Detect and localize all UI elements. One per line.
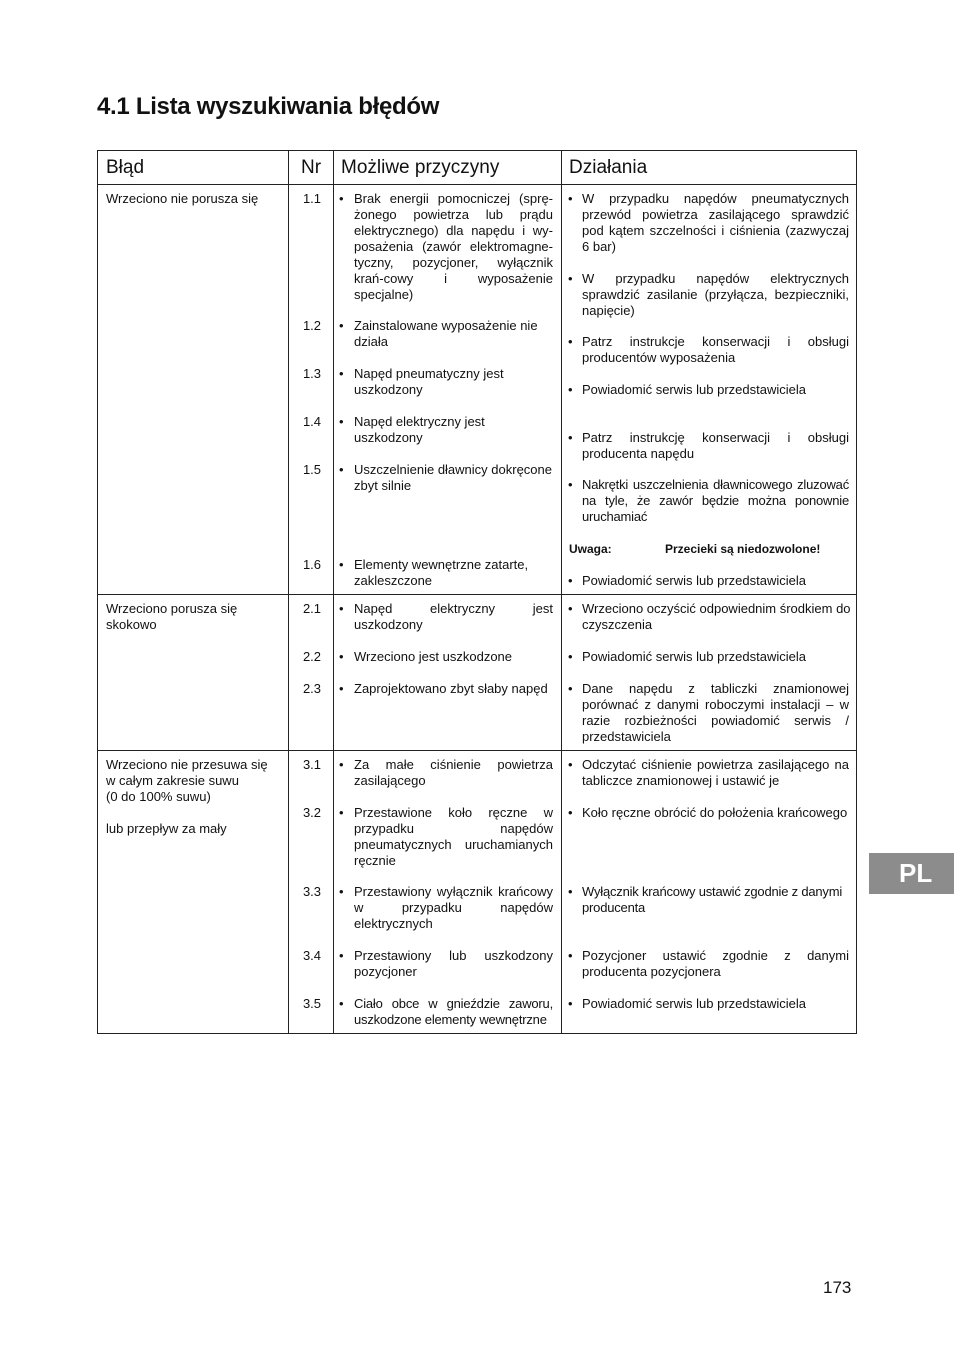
error-number: 3.5 [302,996,322,1011]
header-error: Błąd [106,157,145,178]
header-nr: Nr [301,157,322,178]
bullet-icon: • [568,601,573,616]
bullet-icon: • [568,681,573,696]
column-divider [288,151,289,1033]
troubleshooting-table [97,150,857,1034]
action-item: Odczytać ciśnienie powietrza zasilającego na tabliczce znamionowej i ustawić je [582,757,849,788]
error-number: 3.2 [302,805,322,820]
bullet-icon: • [568,430,573,445]
error-number: 2.3 [302,681,322,696]
bullet-icon: • [568,271,573,286]
bullet-icon: • [568,805,573,820]
cause-item: Przestawione koło ręczne w przypadku napędów pneumatycznych uruchamianych ręcznie [354,805,553,868]
bullet-icon: • [568,757,573,772]
bullet-icon: • [568,948,573,963]
header-causes: Możliwe przyczyny [341,157,500,178]
note-label: Uwaga: [569,542,612,556]
bullet-icon: • [568,477,573,492]
bullet-icon: • [339,884,344,899]
cause-item: Przestawiony lub uszkodzony pozycjoner [354,948,553,979]
action-item: Wrzeciono oczyścić odpowiednim środkiem do czyszczenia [582,601,851,632]
page-number: 173 [823,1278,852,1297]
action-item: Powiadomić serwis lub przedstawiciela [582,573,806,588]
bullet-icon: • [568,996,573,1011]
bullet-icon: • [339,681,344,696]
cause-item: Za małe ciśnienie powietrza zasilającego [354,757,553,788]
bullet-icon: • [339,462,344,477]
row-divider [98,594,856,595]
bullet-icon: • [339,318,344,333]
bullet-icon: • [339,948,344,963]
action-item: Powiadomić serwis lub przedstawiciela [582,996,806,1011]
error-number: 1.2 [302,318,322,333]
error-description: lub przepływ za mały [106,821,227,836]
cause-item: Wrzeciono jest uszkodzone [354,649,513,664]
action-item: Patrz instrukcję konserwacji i obsługi producenta napędu [582,430,849,461]
error-number: 1.5 [302,462,322,477]
cause-item: Brak energii pomocniczej (sprę-żonego powietrza lub prądu elektrycznego) dla napędu i wy-posażenia (zawór elektromagne-tyczny, pozycjoner, wyłącznik krań-cowy i wyposażenie specjalne) [354,191,553,302]
row-divider [98,750,856,751]
column-divider [561,151,562,1033]
action-item: W przypadku napędów pneumatycznych przewód powietrza zasilającego sprawdzić pod kątem szczelności i ciśnienia (zazwyczaj 6 bar) [582,191,849,254]
bullet-icon: • [339,649,344,664]
bullet-icon: • [339,996,344,1011]
action-item: Wyłącznik krańcowy ustawić zgodnie z danymi producenta [582,884,843,915]
cause-item: Ciało obce w gnieździe zaworu, uszkodzone elementy wewnętrzne [354,996,553,1027]
bullet-icon: • [568,649,573,664]
header-actions: Działania [569,157,648,178]
cause-item: Zainstalowane wyposażenie nie działa [354,318,538,349]
column-divider [333,151,334,1033]
cause-item: Przestawiony wyłącznik krańcowy w przypadku napędów elektrycznych [354,884,553,931]
error-number: 3.4 [302,948,322,963]
error-description: Wrzeciono nie porusza się [106,191,259,206]
bullet-icon: • [339,805,344,820]
cause-item: Elementy wewnętrzne zatarte, zakleszczone [354,557,529,588]
note-text: Przecieki są niedozwolone! [665,542,821,556]
section-title: 4.1 Lista wyszukiwania błędów [97,93,440,120]
error-number: 1.6 [302,557,322,572]
error-description: Wrzeciono nie przesuwa się w całym zakresie suwu [106,757,268,788]
bullet-icon: • [339,191,344,206]
error-number: 1.4 [302,414,322,429]
cause-item: Napęd elektryczny jest uszkodzony [354,414,485,445]
error-number: 1.1 [302,191,322,206]
error-number: 1.3 [302,366,322,381]
action-item: Patrz instrukcje konserwacji i obsługi producentów wyposażenia [582,334,849,365]
cause-item: Napęd elektryczny jest uszkodzony [354,601,553,632]
cause-item: Napęd pneumatyczny jest uszkodzony [354,366,504,397]
action-item: Pozycjoner ustawić zgodnie z danymi producenta pozycjonera [582,948,849,979]
action-item: W przypadku napędów elektrycznych sprawdzić zasilanie (przyłącza, bezpieczniki, napięcie) [582,271,849,318]
error-number: 2.1 [302,601,322,616]
error-number: 3.1 [302,757,322,772]
action-item: Nakrętki uszczelnienia dławnicowego zluzować na tyle, że zawór będzie można ponownie uruchamiać [582,477,849,524]
bullet-icon: • [568,884,573,899]
bullet-icon: • [339,414,344,429]
bullet-icon: • [339,557,344,572]
bullet-icon: • [568,382,573,397]
error-number: 3.3 [302,884,322,899]
cause-item: Zaprojektowano zbyt słaby napęd [354,681,548,696]
error-number: 2.2 [302,649,322,664]
bullet-icon: • [339,601,344,616]
bullet-icon: • [568,334,573,349]
bullet-icon: • [339,366,344,381]
bullet-icon: • [568,191,573,206]
cause-item: Uszczelnienie dławnicy dokręcone zbyt silnie [354,462,552,493]
action-item: Dane napędu z tabliczki znamionowej porównać z danymi roboczymi instalacji – w razie rozbieżności powiadomić serwis / przedstawiciela [582,681,849,744]
error-description: Wrzeciono porusza się skokowo [106,601,238,632]
action-item: Powiadomić serwis lub przedstawiciela [582,649,806,664]
bullet-icon: • [568,573,573,588]
action-item: Koło ręczne obrócić do położenia krańcowego [582,805,848,820]
action-item: Powiadomić serwis lub przedstawiciela [582,382,806,397]
error-description: (0 do 100% suwu) [106,789,211,804]
bullet-icon: • [339,757,344,772]
header-divider [98,184,856,185]
language-tab: PL [869,853,954,894]
